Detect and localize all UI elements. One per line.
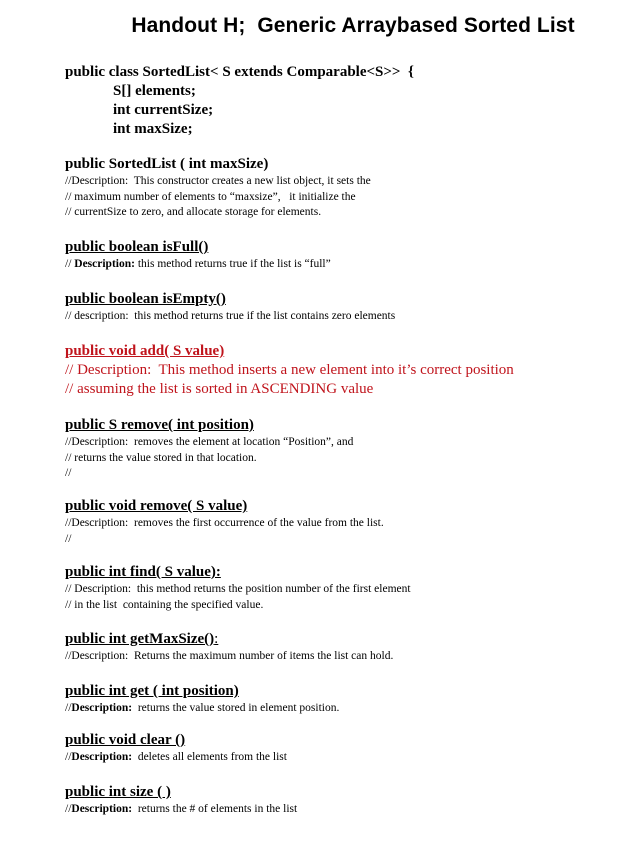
method-remove-position (65, 416, 605, 482)
method-signature: public void add( S value) (65, 343, 225, 359)
method-signature: public boolean isFull() (65, 239, 209, 255)
page-title: Handout H; Generic Arraybased Sorted List (131, 14, 575, 37)
method-description-line: //Description: Returns the maximum number of items the list can hold. (65, 650, 394, 662)
field-elements: S[] elements; (113, 83, 196, 99)
method-get (65, 682, 605, 717)
method-signature: public SortedList ( int maxSize) (65, 156, 269, 172)
method-description-line: // Description: this method returns true if the list is “full” (65, 258, 331, 270)
method-description-line: //Description: This constructor creates a new list object, it sets the (65, 175, 371, 187)
method-signature: public boolean isEmpty() (65, 291, 226, 307)
method-is-full (65, 238, 605, 273)
method-is-empty (65, 290, 605, 325)
method-description-line: // in the list containing the specified value. (65, 598, 264, 611)
method-clear (65, 731, 605, 766)
method-signature: public void remove( S value) (65, 498, 248, 514)
method-signature: public int find( S value): (65, 564, 221, 580)
method-signature: public S remove( int position) (65, 417, 254, 433)
method-add (65, 342, 605, 398)
field-max-size: int maxSize; (113, 121, 193, 137)
class-declaration (65, 63, 605, 139)
method-description-line: // returns the value stored in that location. (65, 451, 257, 464)
method-description-line: // maximum number of elements to “maxsize”, it initialize the (65, 190, 356, 203)
method-description-line: // (65, 532, 72, 545)
method-constructor (65, 155, 605, 221)
method-description-line: //Description: removes the first occurrence of the value from the list. (65, 517, 384, 529)
method-description-line: //Description: returns the # of elements in the list (65, 803, 298, 815)
method-signature: public int get ( int position) (65, 683, 239, 699)
method-description-line: // Description: This method inserts a new element into it’s correct position (65, 362, 514, 378)
method-description-line: // Description: this method returns the position number of the first element (65, 583, 411, 595)
method-description-line: // (65, 467, 72, 479)
class-header: public class SortedList< S extends Comparable<S>> { (65, 64, 414, 80)
method-signature: public int size ( ) (65, 784, 171, 800)
method-description-line: //Description: removes the element at location “Position”, and (65, 436, 354, 448)
method-description-line: // description: this method returns true if the list contains zero elements (65, 310, 396, 322)
method-description-line: // currentSize to zero, and allocate storage for elements. (65, 206, 322, 218)
method-description-line: //Description: deletes all elements from the list (65, 751, 287, 763)
method-size (65, 783, 605, 818)
method-signature: public void clear () (65, 732, 186, 748)
method-description-line: // assuming the list is sorted in ASCENDING value (65, 380, 374, 397)
method-signature: public int getMaxSize(): (65, 631, 219, 647)
method-description-line: //Description: returns the value stored in element position. (65, 702, 340, 714)
method-find (65, 563, 605, 613)
method-remove-value (65, 497, 605, 547)
method-get-max-size (65, 630, 605, 665)
field-current-size: int currentSize; (113, 102, 214, 118)
